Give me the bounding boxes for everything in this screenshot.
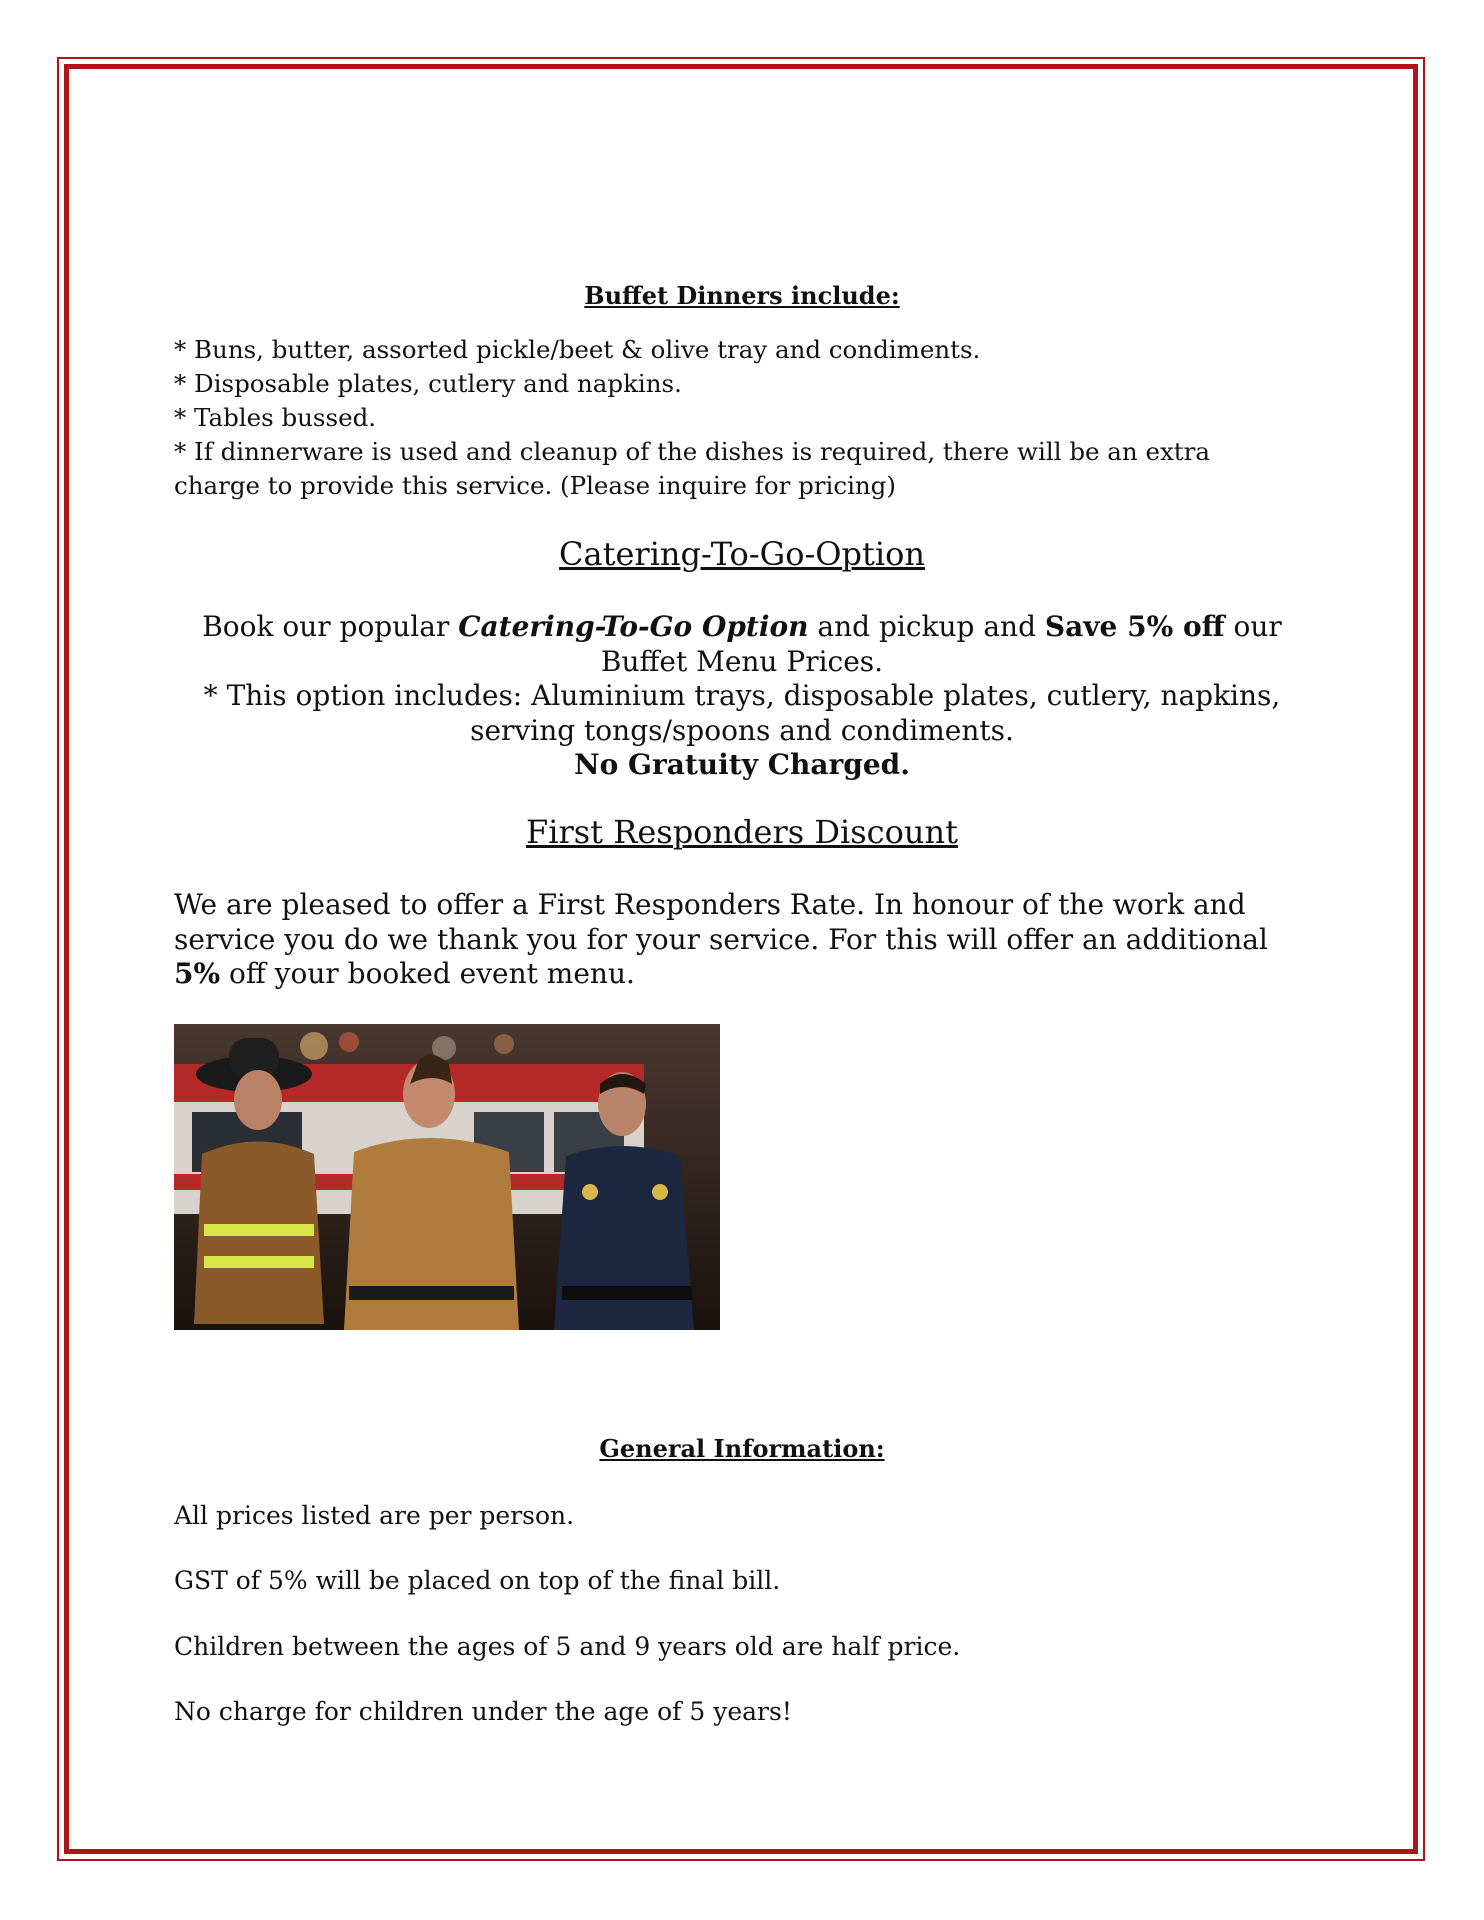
catering-line-3: No Gratuity Charged. (574, 748, 910, 781)
general-item-4: No charge for children under the age of 5 years! (174, 1697, 792, 1726)
responders-text-suffix: off your booked event menu. (220, 957, 635, 990)
buffet-heading: Buffet Dinners include: (584, 281, 900, 310)
list-item: * Disposable plates, cutlery and napkins. (174, 369, 682, 398)
list-item: * Tables bussed. (174, 403, 377, 432)
responders-heading: First Responders Discount (526, 813, 958, 851)
list-item: * If dinnerware is used and cleanup of the dishes is required, there will be an extra charge to provide this service. (Please inquire for pricing) (174, 437, 1210, 500)
responders-text-prefix: We are pleased to offer a First Responders Rate. In honour of the work and service you do we thank you for your service. For this will offer an additional (174, 888, 1268, 956)
general-heading: General Information: (599, 1434, 885, 1463)
catering-text-prefix: Book our popular (202, 610, 459, 643)
list-item: * Buns, butter, assorted pickle/beet & olive tray and condiments. (174, 335, 981, 364)
responders-paragraph (174, 888, 1310, 992)
catering-line-2: * This option includes: Aluminium trays, disposable plates, cutlery, napkins, serving tongs/spoons and condiments. (203, 679, 1281, 747)
catering-heading: Catering-To-Go-Option (559, 535, 925, 573)
general-item-1: All prices listed are per person. (174, 1501, 575, 1530)
catering-save-text: Save 5% off (1044, 610, 1225, 643)
catering-line-1 (174, 610, 1310, 679)
first-responders-image (174, 1024, 720, 1330)
general-item-2: GST of 5% will be placed on top of the final bill. (174, 1566, 781, 1595)
catering-text-mid: and pickup and (808, 610, 1045, 643)
catering-option-name: Catering-To-Go Option (458, 610, 809, 643)
first-responders-photo (174, 1024, 720, 1330)
buffet-list (174, 333, 1274, 503)
general-item-3: Children between the ages of 5 and 9 years old are half price. (174, 1632, 961, 1661)
responders-discount: 5% (174, 957, 221, 990)
catering-text-suffix: our Buffet Menu Prices. (600, 610, 1282, 678)
